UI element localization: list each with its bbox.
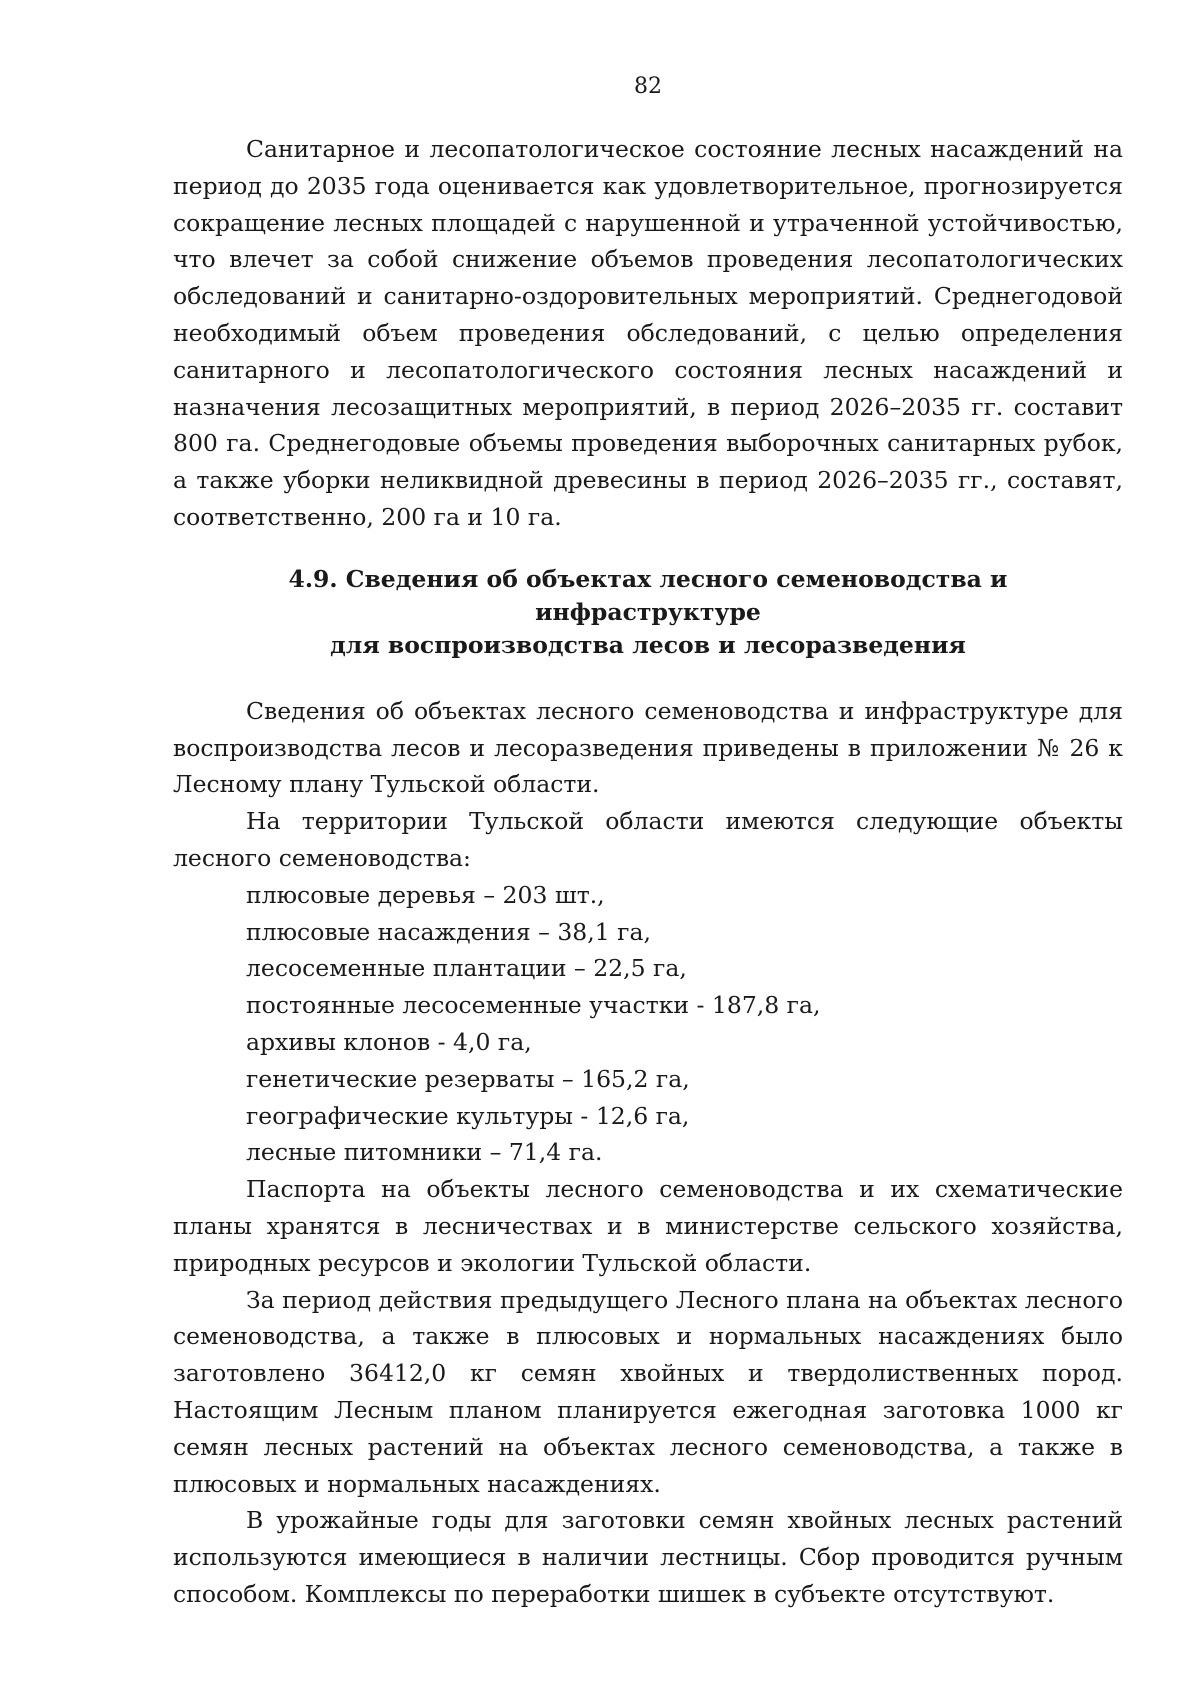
paragraph-objects-intro: На территории Тульской области имеются следующие объекты лесного семеноводства: [173,807,1123,872]
list-item: плюсовые насаждения – 38,1 га, [246,917,651,946]
list-item: плюсовые деревья – 203 шт., [246,880,605,909]
document-page [173,0,1123,1697]
document-body [173,131,1123,1613]
section-heading-line-2: для воспроизводства лесов и лесоразведения [330,630,966,659]
list-item: архивы клонов - 4,0 га, [246,1027,532,1056]
seed-objects-list [173,877,1123,1171]
paragraph-appendix-reference: Сведения об объектах лесного семеноводства и инфраструктуре для воспроизводства лесов и лесоразведения приведены в приложении № 26 к Лесному плану Тульской области. [173,696,1123,799]
paragraph-seed-harvest: За период действия предыдущего Лесного плана на объектах лесного семеноводства, а также в плюсовых и нормальных насаждениях было заготовлено 36412,0 кг семян хвойных и твердолиственных пород. Настоящим Лесным планом планируется ежегодная заготовка 1000 кг семян лесных растений на объектах лесного семеноводства, а также в плюсовых и нормальных насаждениях. [173,1285,1123,1498]
list-item: лесные питомники – 71,4 га. [246,1138,603,1167]
paragraph-sanitary-state: Санитарное и лесопатологическое состояние лесных насаждений на период до 2035 года оценивается как удовлетворительное, прогнозируется сокращение лесных площадей с нарушенной и утраченной устойчивостью, что влечет за собой снижение объемов проведения лесопатологических обследований и санитарно-оздоровительных мероприятий. Среднегодовой необходимый объем проведения обследований, с целью определения санитарного и лесопатологического состояния лесных насаждений и назначения лесозащитных мероприятий, в период 2026–2035 гг. составит 800 га. Среднегодовые объемы проведения выборочных санитарных рубок, а также уборки неликвидной древесины в период 2026–2035 гг., составят, соответственно, 200 га и 10 га. [173,135,1123,531]
section-heading-line-1: 4.9. Сведения об объектах лесного семеноводства и инфраструктуре [288,564,1008,626]
list-item: постоянные лесосеменные участки - 187,8 га, [246,991,821,1020]
page-number: 82 [634,74,662,99]
list-item: генетические резерваты – 165,2 га, [246,1064,690,1093]
section-heading [173,563,1123,662]
list-item: географические культуры - 12,6 га, [246,1101,690,1130]
paragraph-collection-method: В урожайные годы для заготовки семян хвойных лесных растений используются имеющиеся в наличии лестницы. Сбор проводится ручным способом. Комплексы по переработки шишек в субъекте отсутствуют. [173,1506,1123,1608]
paragraph-passports: Паспорта на объекты лесного семеноводства и их схематические планы хранятся в лесничествах и в министерстве сельского хозяйства, природных ресурсов и экологии Тульской области. [173,1175,1123,1277]
list-item: лесосеменные плантации – 22,5 га, [246,954,687,983]
